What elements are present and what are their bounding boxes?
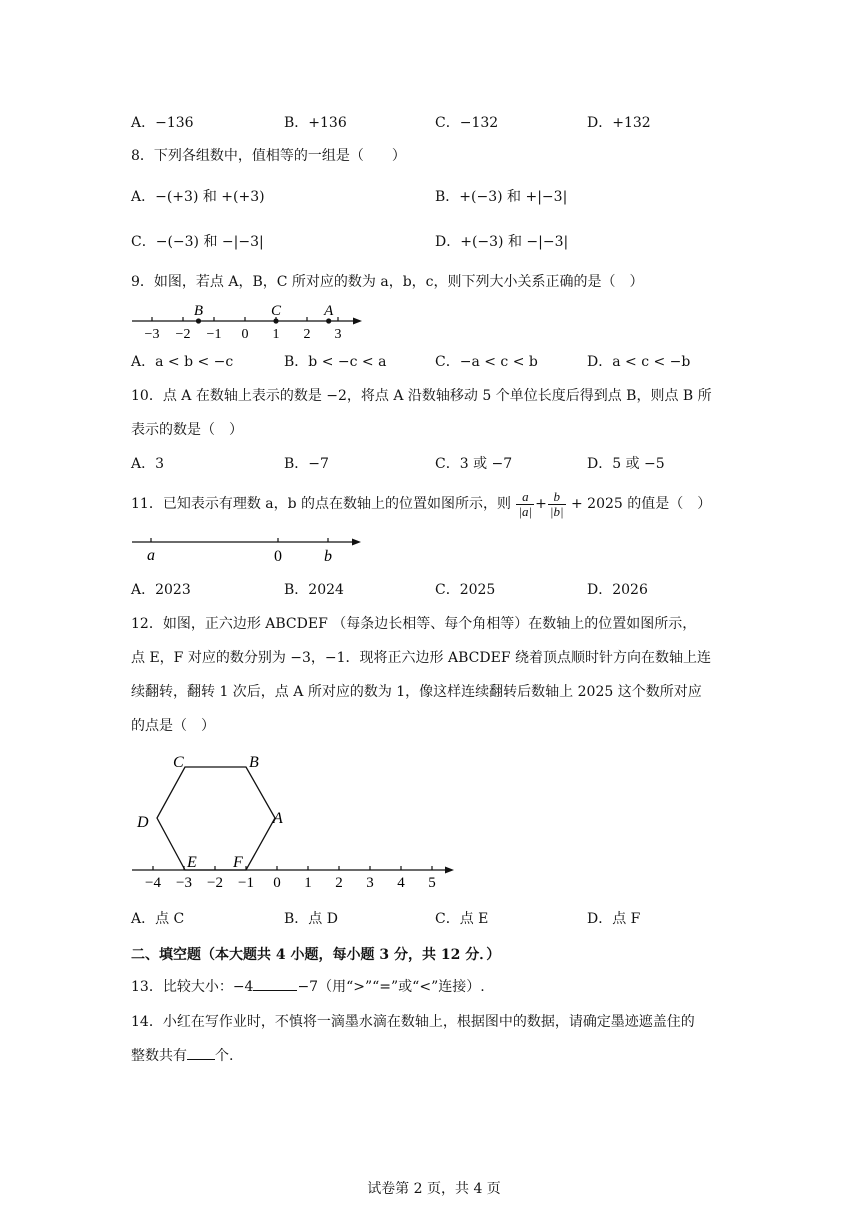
- q12-tick-label: 1: [304, 875, 312, 891]
- q9-option-c: C．−a < c < b: [435, 354, 538, 370]
- q9-tick-label: −3: [144, 327, 160, 342]
- q11-label-0: 0: [274, 548, 282, 565]
- q12-vertex-c: C: [173, 754, 184, 771]
- q9-point-label: B: [193, 303, 204, 319]
- q13-answer-blank[interactable]: [253, 990, 297, 991]
- q9-stem: 9．如图，若点 A，B，C 所对应的数为 a，b，c，则下列大小关系正确的是（ ）: [131, 274, 644, 290]
- q11-option-c: C．2025: [435, 582, 496, 598]
- q9-option-d: D．a < c < −b: [587, 354, 691, 370]
- q14-before: 整数共有: [131, 1048, 187, 1064]
- q10-stem-line2: 表示的数是（ ）: [131, 422, 243, 438]
- q12-tick-label: −4: [145, 875, 161, 891]
- q9-tick-label: 0: [241, 327, 249, 342]
- q11-axis-arrow: [352, 539, 361, 546]
- q12-hexagon: [157, 767, 275, 870]
- q10-option-d: D．5 或 −5: [587, 456, 665, 472]
- q14-answer-blank[interactable]: [187, 1059, 215, 1060]
- q11-fraction-a: [516, 490, 534, 519]
- q9-tick-label: 1: [272, 327, 280, 342]
- q9-point-dot: [273, 318, 278, 323]
- q9-tick-label: 3: [334, 327, 342, 342]
- q9-option-b: B．b < −c < a: [284, 354, 387, 370]
- q13-before: 13．比较大小：−4: [131, 979, 254, 995]
- q9-point-dot: [196, 318, 201, 323]
- q12-tick-label: 0: [273, 875, 281, 891]
- q12-vertex-b: B: [249, 754, 259, 771]
- q12-option-c: C．点 E: [435, 911, 489, 927]
- q9-point-dot: [326, 318, 331, 323]
- q12-stem-line2: 点 E，F 对应的数分别为 −3，−1．现将正六边形 ABCDEF 绕着顶点顺时针方向在数轴上连: [131, 650, 711, 666]
- q12-stem-line1: 12．如图，正六边形 ABCDEF （每条边长相等、每个角相等）在数轴上的位置如图所示，: [131, 616, 697, 632]
- q11-plus: +: [535, 496, 547, 512]
- q11-fraction-b: [548, 490, 566, 519]
- q12-tick-label: −2: [207, 875, 223, 891]
- q12-tick-label: 5: [428, 875, 436, 891]
- q9-axis-arrow: [353, 318, 362, 325]
- q9-option-a: A．a < b < −c: [131, 354, 234, 370]
- q8-option-d: D．+(−3) 和 −|−3|: [435, 234, 569, 250]
- q11-stem-before: 11．已知表示有理数 a，b 的点在数轴上的位置如图所示，则: [131, 496, 512, 512]
- q7-option-b: B．+136: [284, 115, 347, 131]
- q14-stem-line1: 14．小红在写作业时，不慎将一滴墨水滴在数轴上，根据图中的数据，请确定墨迹遮盖住的: [131, 1014, 695, 1030]
- q8-option-a: A．−(+3) 和 +(+3): [131, 189, 265, 205]
- q10-option-a: A．3: [131, 456, 165, 472]
- q11-stem-after: + 2025 的值是（ ）: [570, 496, 712, 512]
- q12-vertex-a: A: [273, 810, 283, 827]
- q11-fraction-a-numerator: a: [516, 490, 534, 505]
- q8-option-b: B．+(−3) 和 +|−3|: [435, 189, 568, 205]
- q11-option-d: D．2026: [587, 582, 648, 598]
- q10-stem-line1: 10．点 A 在数轴上表示的数是 −2，将点 A 沿数轴移动 5 个单位长度后得到点 B，则点 B 所: [131, 388, 712, 404]
- q9-number-line-figure: [128, 298, 368, 344]
- q11-stem: [131, 484, 711, 524]
- q12-stem-line4: 的点是（ ）: [131, 718, 215, 734]
- q7-option-c: C．−132: [435, 115, 499, 131]
- q12-tick-label: −1: [238, 875, 254, 891]
- q12-tick-label: −3: [176, 875, 192, 891]
- q12-stem-line3: 续翻转，翻转 1 次后，点 A 所对应的数为 1，像这样连续翻转后数轴上 2025 这个数所对应: [131, 684, 702, 700]
- q13-after: −7（用“>”“=”或“<”连接）.: [297, 979, 485, 995]
- q11-label-b: b: [324, 548, 332, 565]
- q10-option-c: C．3 或 −7: [435, 456, 513, 472]
- q9-point-label: A: [324, 303, 334, 319]
- q11-fraction-b-denominator: |b|: [549, 503, 564, 519]
- q9-tick-label: 2: [303, 327, 311, 342]
- q11-option-a: A．2023: [131, 582, 191, 598]
- section-2-heading: 二、填空题（本大题共 4 小题，每小题 3 分，共 12 分．）: [131, 947, 501, 963]
- q9-point-label: C: [270, 303, 282, 319]
- q12-axis-arrow: [445, 867, 454, 874]
- q12-option-a: A．点 C: [131, 911, 185, 927]
- q11-label-a: a: [147, 547, 155, 564]
- q11-number-line-figure: [128, 530, 368, 570]
- q9-tick-label: −1: [206, 327, 222, 342]
- q12-option-d: D．点 F: [587, 911, 641, 927]
- q12-option-b: B．点 D: [284, 911, 338, 927]
- q8-option-c: C．−(−3) 和 −|−3|: [131, 234, 264, 250]
- q8-stem: 8．下列各组数中，值相等的一组是（ ）: [131, 148, 406, 164]
- page-footer: 试卷第 2 页，共 4 页: [367, 1181, 501, 1197]
- q13-stem: [131, 977, 485, 997]
- q12-vertex-f: F: [233, 854, 243, 871]
- q7-option-a: A．−136: [131, 115, 194, 131]
- q7-option-d: D．+132: [587, 115, 651, 131]
- q11-fraction-b-numerator: b: [548, 490, 566, 505]
- q12-hexagon-figure: [128, 748, 464, 896]
- q12-tick-label: 3: [366, 875, 374, 891]
- q14-after: 个.: [215, 1048, 234, 1064]
- q12-vertex-e: E: [187, 854, 197, 871]
- q12-tick-label: 2: [335, 875, 343, 891]
- q9-tick-label: −2: [175, 327, 191, 342]
- q11-fraction-a-denominator: |a|: [518, 503, 533, 519]
- q11-option-b: B．2024: [284, 582, 344, 598]
- q10-option-b: B．−7: [284, 456, 329, 472]
- q14-stem-line2: [131, 1046, 233, 1066]
- q12-tick-label: 4: [397, 875, 405, 891]
- q12-vertex-d: D: [137, 814, 149, 831]
